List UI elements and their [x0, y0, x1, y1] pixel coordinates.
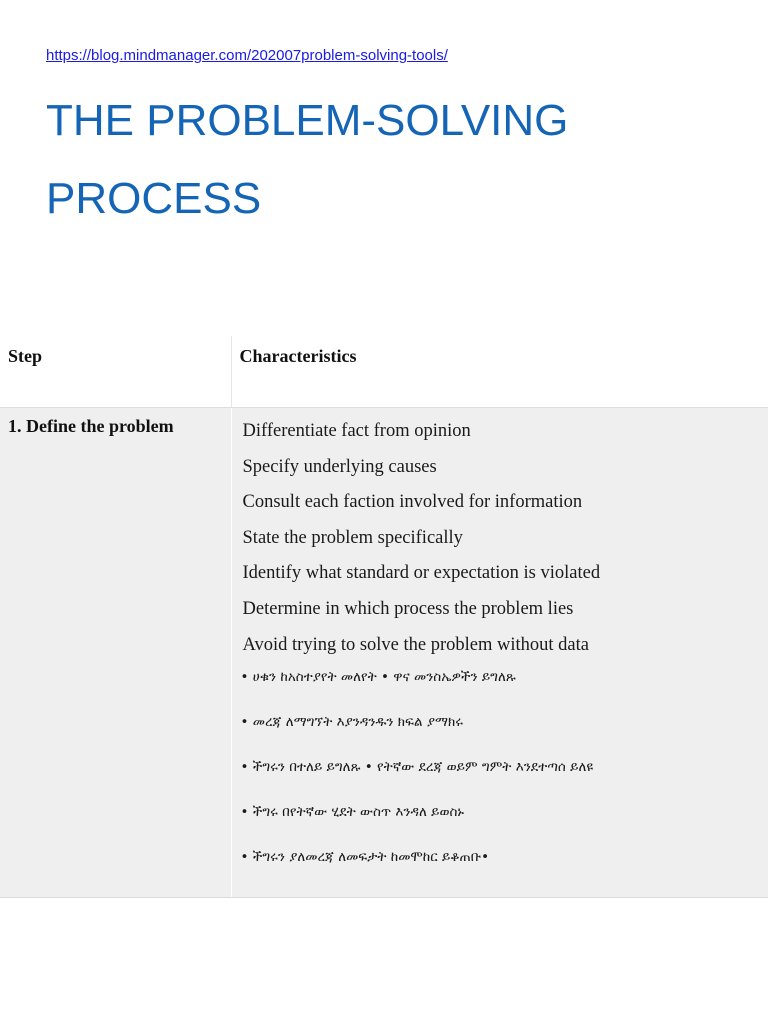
source-link[interactable]: https://blog.mindmanager.com/202007problem-solving-tools/ — [46, 47, 448, 64]
amharic-notes-list — [232, 663, 768, 892]
header-step-label: Step — [8, 346, 43, 366]
list-item: Avoid trying to solve the problem without data — [242, 634, 589, 655]
list-item: Determine in which process the problem lies — [242, 598, 574, 619]
list-item: State the problem specifically — [242, 527, 463, 548]
header-cell-step — [0, 336, 231, 408]
header-characteristics-label: Characteristics — [239, 346, 357, 366]
table-header-row — [0, 336, 768, 408]
step-label: 1. Define the problem — [8, 416, 174, 436]
amharic-note: • ችግሩ በየትኛው ሂደት ውስጥ እንዳለ ይወስኑ — [240, 804, 464, 821]
list-item: Specify underlying causes — [242, 456, 437, 477]
characteristics-list — [232, 408, 768, 663]
amharic-note: • መረጃ ለማግኘት እያንዳንዱን ክፍል ያማክሩ — [240, 714, 463, 731]
amharic-note: • ችግሩን ያለመረጃ ለመፍታት ከመሞከር ይቆጠቡ• — [240, 849, 490, 866]
amharic-note: • ችግሩን በተለይ ይግለጹ • የትኛው ደረጃ ወይም ግምት እንደተጣሰ ይለዩ — [240, 759, 594, 776]
header-cell-characteristics — [231, 336, 768, 408]
title-line-2: PROCESS — [46, 174, 262, 223]
step-cell — [0, 408, 231, 898]
table-row — [0, 408, 768, 898]
page-title — [46, 82, 568, 238]
process-table — [0, 336, 768, 898]
title-line-1: THE PROBLEM-SOLVING — [46, 96, 569, 145]
list-item: Identify what standard or expectation is violated — [242, 563, 601, 584]
characteristics-cell — [231, 408, 768, 898]
list-item: Consult each faction involved for information — [242, 492, 583, 513]
amharic-note: • ሀቁን ከአስተያየት መለየት • ዋና መንስኤዎችን ይግለጹ — [240, 669, 516, 686]
list-item: Differentiate fact from opinion — [242, 421, 471, 441]
